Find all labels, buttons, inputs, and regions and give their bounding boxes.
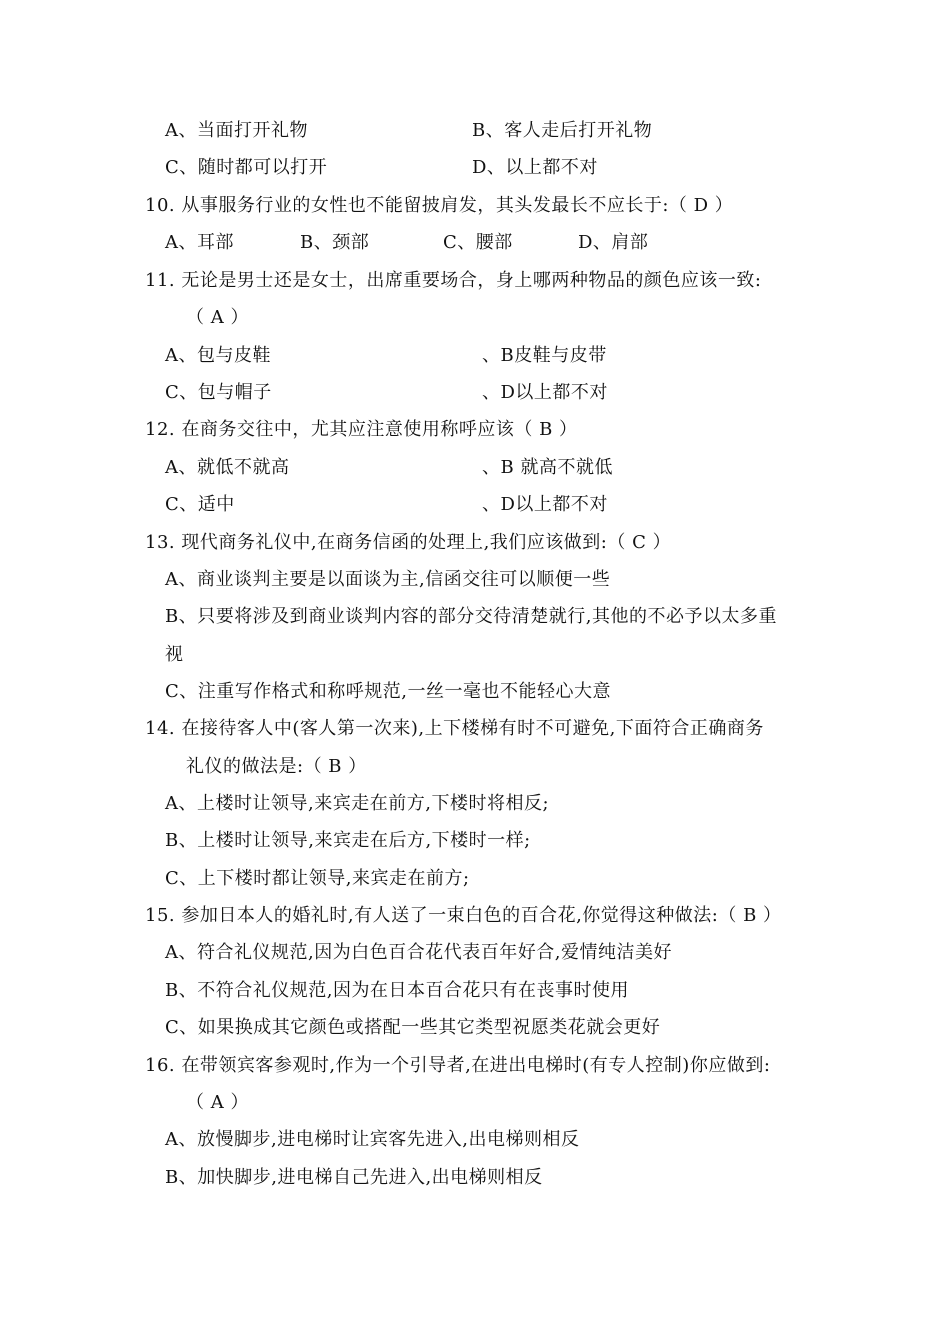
q13-option-b: B、只要将涉及到商业谈判内容的部分交待清楚就行,其他的不必予以太多重: [165, 606, 777, 627]
q13-option-a: A、商业谈判主要是以面谈为主,信函交往可以顺便一些: [165, 569, 611, 590]
q11-option-b: 、B皮鞋与皮带: [482, 345, 607, 366]
q12-option-a: A、就低不就高: [165, 457, 290, 478]
q13-option-c: C、注重写作格式和称呼规范,一丝一毫也不能轻心大意: [165, 681, 611, 702]
q12-option-b: 、B 就高不就低: [482, 457, 613, 478]
q14-question-continued: 礼仪的做法是:（ B ）: [186, 756, 367, 777]
q15-option-a: A、符合礼仪规范,因为白色百合花代表百年好合,爱情纯洁美好: [165, 942, 672, 963]
q10-question: 10. 从事服务行业的女性也不能留披肩发，其头发最长不应长于:（ D ）: [145, 195, 734, 216]
q11-option-c: C、包与帽子: [165, 382, 272, 403]
q12-question: 12. 在商务交往中，尤其应注意使用称呼应该（ B ）: [145, 419, 578, 440]
q10-option-c: C、腰部: [443, 232, 513, 253]
q9-option-a: A、当面打开礼物: [165, 120, 308, 141]
q9-option-b: B、客人走后打开礼物: [472, 120, 653, 141]
q12-option-c: C、适中: [165, 494, 235, 515]
q16-option-b: B、加快脚步,进电梯自己先进入,出电梯则相反: [165, 1167, 543, 1188]
q13-question: 13. 现代商务礼仪中,在商务信函的处理上,我们应该做到:（ C ）: [145, 532, 672, 553]
q12-option-d: 、D以上都不对: [482, 494, 608, 515]
q15-option-b: B、不符合礼仪规范,因为在日本百合花只有在丧事时使用: [165, 980, 629, 1001]
q14-option-b: B、上楼时让领导,来宾走在后方,下楼时一样;: [165, 830, 531, 851]
q16-question: 16. 在带领宾客参观时,作为一个引导者,在进出电梯时(有专人控制)你应做到:: [145, 1055, 771, 1076]
q11-question: 11. 无论是男士还是女士，出席重要场合，身上哪两种物品的颜色应该一致:: [145, 270, 762, 291]
q14-question: 14. 在接待客人中(客人第一次来),上下楼梯有时不可避免,下面符合正确商务: [145, 718, 764, 739]
q11-option-d: 、D以上都不对: [482, 382, 608, 403]
q14-option-c: C、上下楼时都让领导,来宾走在前方;: [165, 868, 470, 889]
q11-option-a: A、包与皮鞋: [165, 345, 271, 366]
q14-option-a: A、上楼时让领导,来宾走在前方,下楼时将相反;: [165, 793, 550, 814]
q9-option-d: D、以上都不对: [472, 157, 598, 178]
q11-answer: （ A ）: [186, 307, 249, 328]
q16-option-a: A、放慢脚步,进电梯时让宾客先进入,出电梯则相反: [165, 1129, 580, 1150]
q15-option-c: C、如果换成其它颜色或搭配一些其它类型祝愿类花就会更好: [165, 1017, 661, 1038]
q16-answer: （ A ）: [186, 1092, 249, 1113]
q10-option-b: B、颈部: [300, 232, 370, 253]
q10-option-d: D、肩部: [578, 232, 649, 253]
q13-option-b-continued: 视: [165, 644, 184, 665]
q10-option-a: A、耳部: [165, 232, 234, 253]
q15-question: 15. 参加日本人的婚礼时,有人送了一束白色的百合花,你觉得这种做法:（ B ）: [145, 905, 782, 926]
q9-option-c: C、随时都可以打开: [165, 157, 328, 178]
